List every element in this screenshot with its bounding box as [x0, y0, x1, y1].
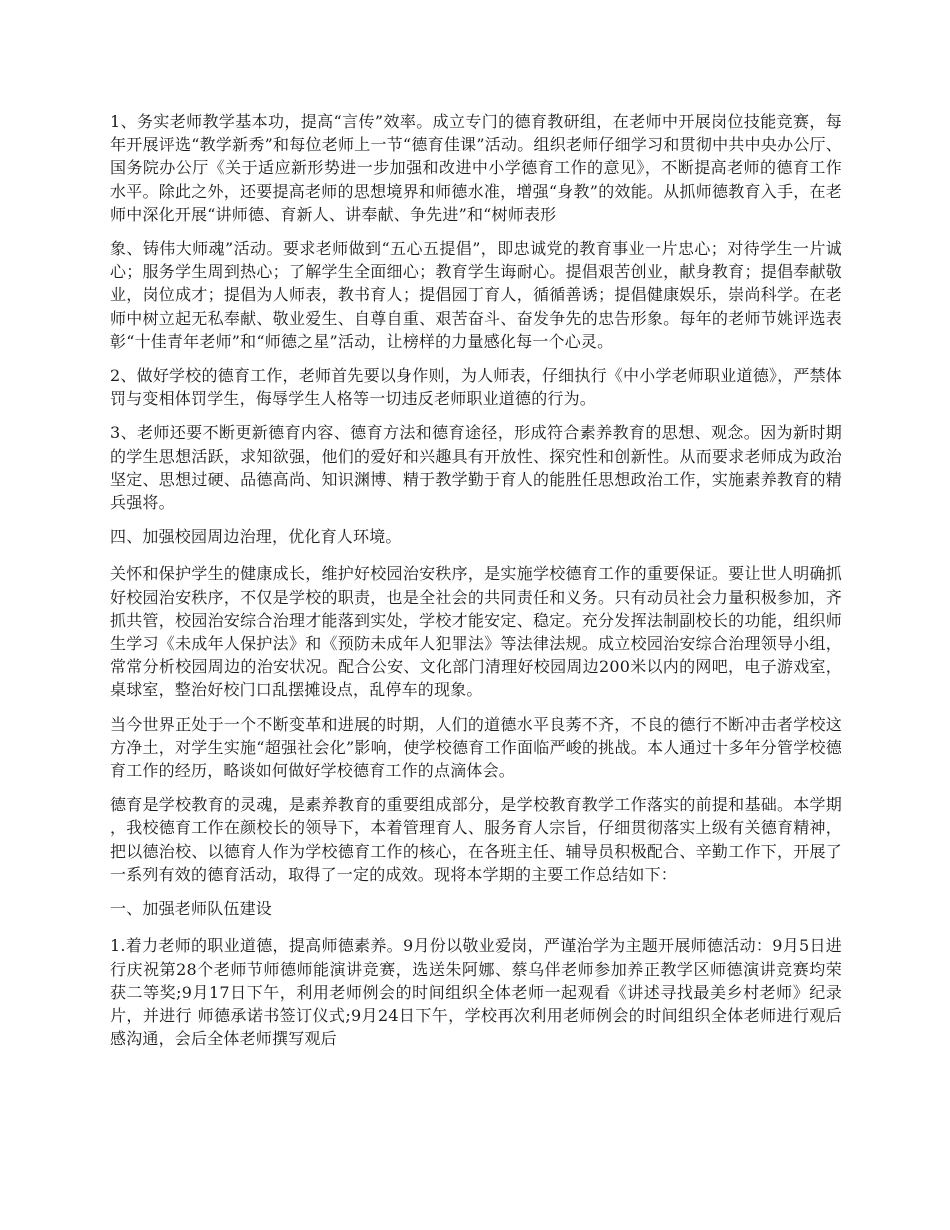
paragraph-update-moral-content: 3、老师还要不断更新德育内容、德育方法和德育途径，形成符合素养教育的思想、观念。因为新时期的学生思想活跃，求知欲强，他们的爱好和兴趣具有开放性、探究性和创新性。从而要求老师成为政治坚定、思想过硬、品德高尚、知识渊博、精于教学勤于育人的能胜任思想政治工作，实施素养教育的精兵强将。	[110, 423, 842, 513]
paragraph-world-changes: 当今世界正处于一个不断变革和进展的时期，人们的道德水平良莠不齐，不良的德行不断冲击者学校这方净土，对学生实施“超强社会化”影响，使学校德育工作面临严峻的挑战。本人通过十多年分管学校德育工作的经历，略谈如何做好学校德育工作的点滴体会。	[110, 714, 842, 781]
paragraph-teacher-soul-activity: 象、铸伟大师魂”活动。要求老师做到“五心五提倡”，即忠诚党的教育事业一片忠心；对待学生一片诚心；服务学生周到热心；了解学生全面细心；教育学生诲耐心。提倡艰苦创业，献身教育；提倡奉献敬业，岗位成才；提倡为人师表，教书育人；提倡园丁育人，循循善诱；提倡健康娱乐，崇尚科学。在老师中树立起无私奉献、敬业爱生、自尊自重、艰苦奋斗、奋发争先的忠告形象。每年的老师节姚评选表彰“十佳青年老师”和“师德之星”活动，让榜样的力量感化每一个心灵。	[110, 239, 842, 351]
paragraph-moral-education-soul: 德育是学校教育的灵魂，是素养教育的重要组成部分，是学校教育教学工作落实的前提和基础。本学期，我校德育工作在颜校长的领导下，本着管理育人、服务育人宗旨，仔细贯彻落实上级有关德育精神，把以德治校、以德育人作为学校德育工作的核心，在各班主任、辅导员积极配合、辛勤工作下，开展了一系列有效的德育活动，取得了一定的成效。现将本学期的主要工作总结如下：	[110, 795, 842, 884]
paragraph-teacher-basic-skills: 1、务实老师教学基本功，提高“言传”效率。成立专门的德育教研组，在老师中开展岗位技能竞赛，每年开展评选“教学新秀”和每位老师上一节“德育佳课”活动。组织老师仔细学习和贯彻中共中央办公厅、国务院办公厅《关于适应新形势进一步加强和改进中小学德育工作的意见》，不断提高老师的德育工作水平。除此之外，还要提高老师的思想境界和师德水准，增强“身教”的效能。从抓师德教育入手，在老师中深化开展“讲师德、育新人、讲奉献、争先进”和“树师表形	[110, 112, 842, 224]
section-heading-teacher-team: 一、加强老师队伍建设	[110, 899, 273, 919]
document-page	[110, 110, 842, 1061]
paragraph-teacher-role-model: 2、做好学校的德育工作，老师首先要以身作则，为人师表，仔细执行《中小学老师职业道德》，严禁体罚与变相体罚学生，侮辱学生人格等一切违反老师职业道德的行为。	[110, 366, 842, 409]
section-heading-campus-safety: 四、加强校园周边治理，优化育人环境。	[110, 527, 402, 547]
paragraph-professional-ethics: 1.着力老师的职业道德，提高师德素养。9月份以敬业爱岗，严谨治学为主题开展师德活动：9月5日进行庆祝第28个老师节师德师能演讲竞赛，选送朱阿娜、蔡乌伴老师参加养正教学区师德演讲竞赛均荣获二等奖;9月17日下午，利用老师例会的时间组织全体老师一起观看《讲述寻找最美乡村老师》纪录片，并进行 师德承诺书签订仪式;9月24日下午，学校再次利用老师例会的时间组织全体老师进行观后感沟通，会后全体老师撰写观后	[110, 936, 842, 1049]
paragraph-campus-security: 关怀和保护学生的健康成长，维护好校园治安秩序，是实施学校德育工作的重要保证。要让世人明确抓好校园治安秩序，不仅是学校的职责，也是全社会的共同责任和义务。只有动员社会力量积极参加，齐抓共管，校园治安综合治理才能落到实处，学校才能安定、稳定。充分发挥法制副校长的功能，组织师生学习《未成年人保护法》和《预防未成年人犯罪法》等法律法规。成立校园治安综合治理领导小组，常常分析校园周边的治安状况。配合公安、文化部门清理好校园周边200米以内的网吧，电子游戏室，桌球室，整治好校门口乱摆摊设点，乱停车的现象。	[110, 564, 842, 700]
